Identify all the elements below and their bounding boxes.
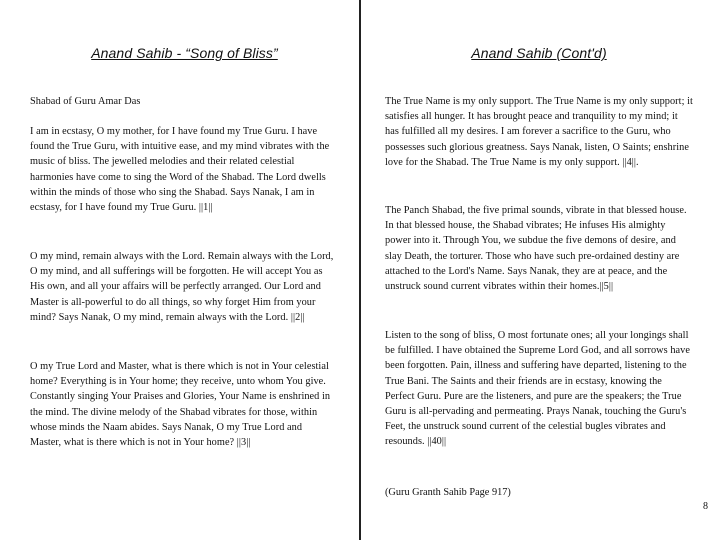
right-column <box>385 0 693 540</box>
right-paragraph-1: The True Name is my only support. The True Name is my only support; it satisfies all hunger. It has brought peace and tranquility to my mind; it has fulfilled all my desires. I am forever a sacrifice to the Guru, who possesses such glorious greatness. Says Nanak, listen, O Saints; enshrine love for the Shabad. The True Name is my only support. ||4||. <box>385 96 693 168</box>
left-heading: Anand Sahib - “Song of Bliss” <box>91 45 278 61</box>
left-paragraph-1: I am in ecstasy, O my mother, for I have found my True Guru. I have found the True Guru, with intuitive ease, and my mind vibrates with the music of bliss. The jewelled melodies and their related celestial harmonies have come to sing the Word of the Shabad. The Lord dwells within the minds of those who sing the Shabad. Says Nanak, I am in ecstasy, for I have found my True Guru. ||1|| <box>30 126 330 214</box>
intro-line: Shabad of Guru Amar Das <box>30 96 141 107</box>
left-column <box>30 0 335 540</box>
right-paragraph-2: The Panch Shabad, the five primal sounds, vibrate in that blessed house. In that blessed house, the Shabad vibrates; He infuses His almighty power into it. Through You, we subdue the five demons of desire, and slay Death, the torturer. Those who have such pre-ordained destiny are attached to the Lord's Name. Says Nanak, they are at peace, and the unstruck sound current vibrates within their homes.||5|| <box>385 205 687 293</box>
left-paragraph-2: O my mind, remain always with the Lord. Remain always with the Lord, O my mind, and all sufferings will be forgotten. He will accept You as His own, and all your affairs will be perfectly arranged. Our Lord and Master is all-powerful to do all things, so why forget Him from your mind? Says Nanak, O my mind, remain always with the Lord. ||2|| <box>30 251 334 323</box>
page-number: 8 <box>703 501 708 512</box>
column-divider <box>359 0 361 540</box>
citation: (Guru Granth Sahib Page 917) <box>385 487 511 498</box>
right-heading: Anand Sahib (Cont'd) <box>471 45 607 61</box>
right-paragraph-3: Listen to the song of bliss, O most fortunate ones; all your longings shall be fulfilled. I have obtained the Supreme Lord God, and all sorrows have been forgotten. Pain, illness and suffering have departed, listening to the True Bani. The Saints and their friends are in ecstasy, knowing the Perfect Guru. Pure are the listeners, and pure are the speakers; the True Guru is all-pervading and permeating. Prays Nanak, touching the Guru's Feet, the unstruck sound current of the celestial bugles vibrates and resounds. ||40|| <box>385 330 690 448</box>
left-paragraph-3: O my True Lord and Master, what is there which is not in Your celestial home? Everything is in Your home; they receive, unto whom You give. Constantly singing Your Praises and Glories, Your Name is enshrined in the mind. The divine melody of the Shabad vibrates for those, within whose minds the Naam abides. Says Nanak, O my True Lord and Master, what is there which is not in Your home? ||3|| <box>30 361 331 449</box>
